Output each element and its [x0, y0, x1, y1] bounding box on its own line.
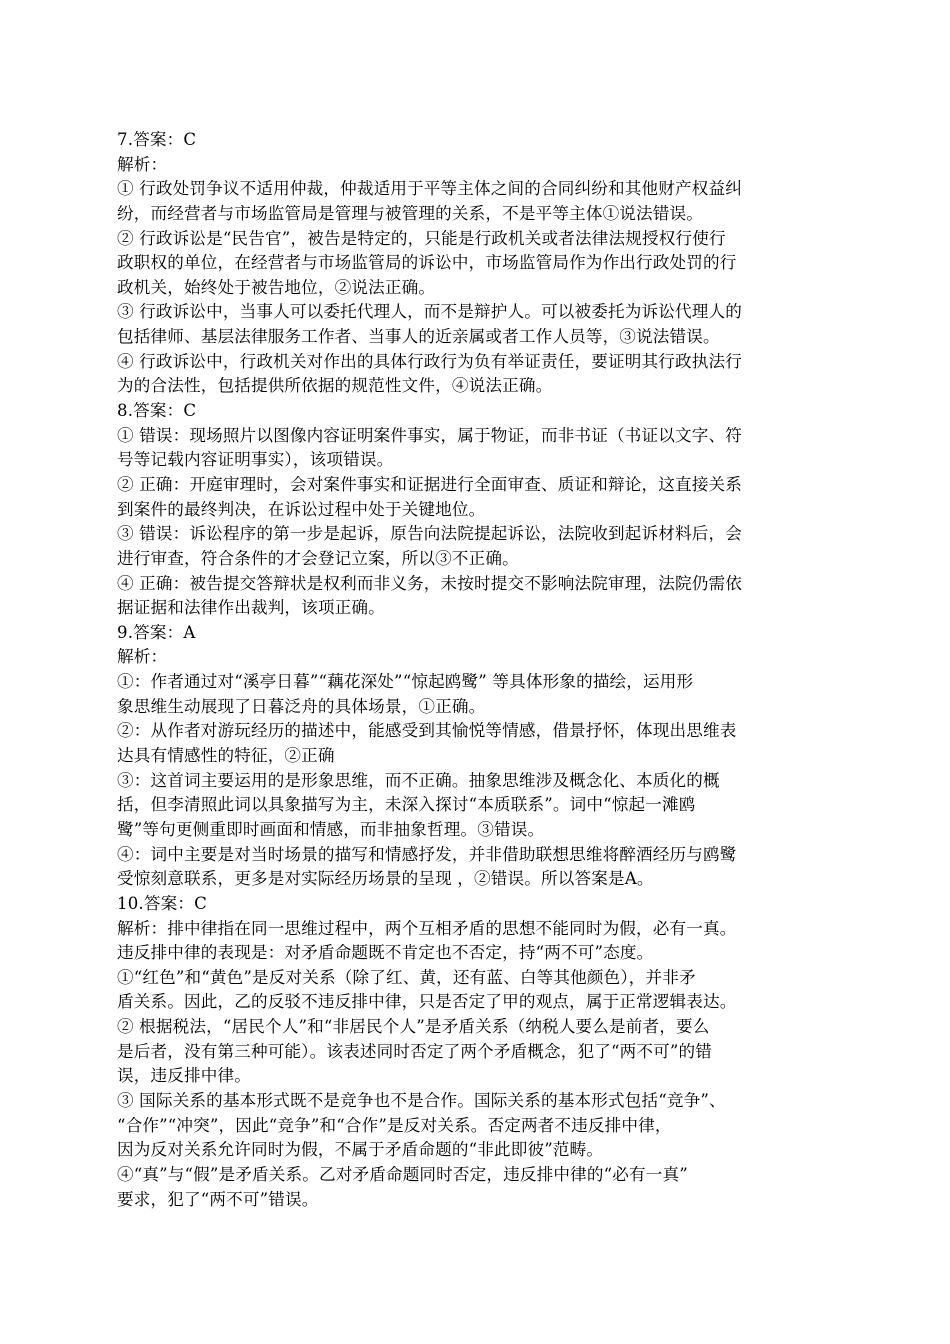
text-line: ①：作者通过对“溪亭日暮”“藕花深处”“惊起鸥鹭” 等具体形象的描绘，运用形	[117, 672, 694, 692]
text-line: 解析：排中律指在同一思维过程中，两个互相矛盾的思想不能同时为假，必有一真。	[117, 918, 737, 938]
text-line: 进行审查，符合条件的才会登记立案，所以③不正确。	[117, 548, 519, 568]
text-line: ③ 行政诉讼中，当事人可以委托代理人，而不是辩护人。可以被委托为诉讼代理人的	[117, 302, 742, 322]
text-line: 受惊刻意联系，更多是对实际经历场景的呈现 ，②错误。所以答案是A。	[117, 869, 654, 889]
text-line: ②：从作者对游玩经历的描述中，能感受到其愉悦等情感，借景抒怀，体现出思维表	[117, 721, 737, 741]
text-line: ④“真”与“假”是矛盾关系。乙对矛盾命题同时否定，违反排中律的“必有一真”	[117, 1164, 688, 1184]
text-line: ④ 行政诉讼中，行政机关对作出的具体行政行为负有举证责任，要证明其行政执法行	[117, 351, 742, 371]
q7-answer: 7.答案：C	[117, 130, 197, 149]
q10-answer: 10.答案：C	[117, 893, 207, 913]
answer-explanation-document	[117, 128, 839, 1212]
text-line: ①“红色”和“黄色”是反对关系（除了红、黄，还有蓝、白等其他颜色），并非矛	[117, 967, 696, 987]
text-line: 为的合法性，包括提供所依据的规范性文件，④说法正确。	[117, 376, 553, 396]
text-line: ③ 错误：诉讼程序的第一步是起诉，原告向法院提起诉讼，法院收到起诉材料后，会	[117, 524, 742, 544]
text-line: 包括律师、基层法律服务工作者、当事人的近亲属或者工作人员等，③说法错误。	[117, 327, 720, 347]
q8-answer: 8.答案：C	[117, 401, 197, 421]
text-line: 象思维生动展现了日暮泛舟的具体场景，①正确。	[117, 696, 486, 716]
text-line: ④ 正确：被告提交答辩状是权利而非义务，未按时提交不影响法院审理，法院仍需依	[117, 573, 742, 593]
text-line: 政机关，始终处于被告地位，②说法正确。	[117, 277, 436, 297]
text-line: ① 错误：现场照片以图像内容证明案件事实，属于物证，而非书证（书证以文字、符	[117, 425, 742, 445]
q9-answer: 9.答案：A	[117, 622, 196, 642]
text-line: 误，违反排中律。	[117, 1066, 251, 1086]
text-line: 要求，犯了“两不可”错误。	[117, 1189, 319, 1209]
text-line: 到案件的最终判决，在诉讼过程中处于关键地位。	[117, 499, 486, 519]
text-line: 因为反对关系允许同时为假，不属于矛盾命题的“非此即彼”范畴。	[117, 1140, 604, 1160]
text-line: 鹭”等句更侧重即时画面和情感，而非抽象哲理。③错误。	[117, 819, 545, 839]
text-line: ④：词中主要是对当时场景的描写和情感抒发，并非借助联想思维将醉酒经历与鸥鹭	[117, 844, 737, 864]
text-line: “合作”“冲突”，因此“竞争”和“合作”是反对关系。否定两者不违反排中律，	[117, 1115, 672, 1135]
text-line: 是后者，没有第三种可能）。该表述同时否定了两个矛盾概念，犯了“两不可”的错	[117, 1041, 712, 1061]
text-line: ② 行政诉讼是“民告官”，被告是特定的，只能是行政机关或者法律法规授权行使行	[117, 228, 726, 248]
q7-analysis-label: 解析：	[117, 154, 168, 174]
text-line: 据证据和法律作出裁判，该项正确。	[117, 598, 385, 618]
text-line: ① 行政处罚争议不适用仲裁，仲裁适用于平等主体之间的合同纠纷和其他财产权益纠	[117, 179, 742, 199]
text-line: 号等记载内容证明事实），该项错误。	[117, 450, 394, 470]
text-line: 盾关系。因此，乙的反驳不违反排中律，只是否定了甲的观点，属于正常逻辑表达。	[117, 992, 737, 1012]
text-line: 违反排中律的表现是：对矛盾命题既不肯定也不否定，持“两不可”态度。	[117, 943, 654, 963]
text-line: ③ 国际关系的基本形式既不是竞争也不是合作。国际关系的基本形式包括“竞争”、	[117, 1090, 726, 1110]
q9-analysis-label: 解析：	[117, 647, 168, 667]
text-line: ② 正确：开庭审理时，会对案件事实和证据进行全面审查、质证和辩论，这直接关系	[117, 474, 742, 494]
text-line: 纷，而经营者与市场监管局是管理与被管理的关系，不是平等主体①说法错误。	[117, 203, 704, 223]
text-line: 括，但李清照此词以具象描写为主，未深入探讨“本质联系”。词中“惊起一滩鸥	[117, 795, 696, 815]
text-line: ② 根据税法，“居民个人”和“非居民个人”是矛盾关系（纳税人要么是前者，要么	[117, 1017, 710, 1037]
text-line: 达具有情感性的特征，②正确	[117, 746, 335, 766]
text-line: ③：这首词主要运用的是形象思维，而不正确。抽象思维涉及概念化、本质化的概	[117, 770, 720, 790]
text-line: 政职权的单位，在经营者与市场监管局的诉讼中，市场监管局作为作出行政处罚的行	[117, 253, 737, 273]
